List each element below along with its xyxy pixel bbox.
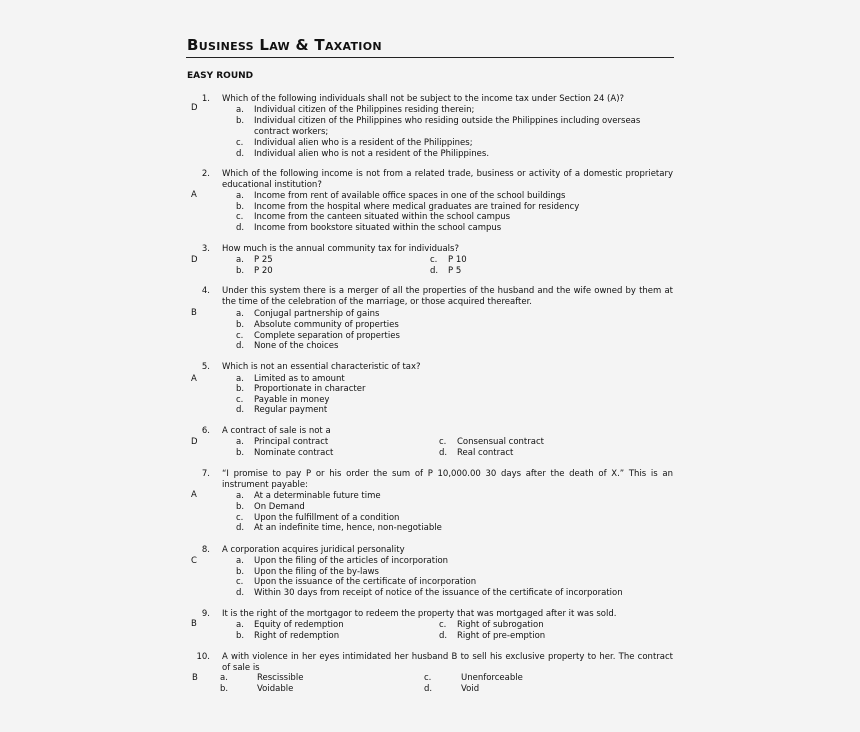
option-text: Conjugal partnership of gains xyxy=(254,309,380,319)
option-letter: d. xyxy=(236,149,245,159)
question-text: “I promise to pay P or his order the sum of P 10,000.00 30 days after the death of X.” This is an instrument payable: xyxy=(222,469,673,490)
option-text: P 20 xyxy=(254,266,273,276)
answer-option xyxy=(236,202,579,212)
option-letter: b. xyxy=(236,384,245,394)
answer-key: A xyxy=(191,190,197,200)
option-text: Income from the hospital where medical graduates are trained for residency xyxy=(254,202,580,212)
option-text: Complete separation of properties xyxy=(254,331,400,341)
answer-option xyxy=(236,513,399,523)
answer-option xyxy=(236,255,273,265)
option-text: Nominate contract xyxy=(254,448,334,458)
option-text: P 10 xyxy=(448,255,467,265)
option-letter: a. xyxy=(220,673,228,683)
answer-option xyxy=(236,320,399,330)
answer-option xyxy=(236,116,656,138)
option-text: At an indefinite time, hence, non-negotiable xyxy=(254,523,442,533)
question-number: 2. xyxy=(201,169,210,179)
option-letter: b. xyxy=(236,502,245,512)
option-text: Income from bookstore situated within the school campus xyxy=(254,223,502,233)
answer-option xyxy=(236,631,339,641)
question-number: 6. xyxy=(201,426,210,436)
option-letter: b. xyxy=(236,116,245,126)
answer-option xyxy=(236,341,338,351)
round-heading: EASY ROUND xyxy=(187,71,254,81)
option-letter: d. xyxy=(236,223,245,233)
option-letter: a. xyxy=(236,105,244,115)
question-text: Which of the following individuals shall not be subject to the income tax under Section 24 (A)? xyxy=(222,94,625,104)
option-letter: b. xyxy=(236,567,245,577)
option-text: Principal contract xyxy=(254,437,329,447)
title-divider xyxy=(186,57,674,58)
option-letter: a. xyxy=(236,374,244,384)
option-letter: c. xyxy=(236,513,244,523)
question-text: A corporation acquires juridical personality xyxy=(222,545,405,555)
option-letter: a. xyxy=(236,620,244,630)
answer-key: C xyxy=(191,556,197,566)
answer-option xyxy=(439,437,544,447)
option-letter: a. xyxy=(236,309,244,319)
option-text: Upon the fulfillment of a condition xyxy=(254,513,400,523)
option-letter: c. xyxy=(439,437,447,447)
option-text: Absolute community of properties xyxy=(254,320,399,330)
answer-option xyxy=(439,620,544,630)
option-letter: c. xyxy=(430,255,438,265)
option-text: Unenforceable xyxy=(461,673,523,683)
option-letter: b. xyxy=(236,448,245,458)
answer-option xyxy=(236,577,476,587)
answer-option xyxy=(236,491,381,501)
answer-option xyxy=(236,567,379,577)
option-text: Rescissible xyxy=(257,673,304,683)
answer-option xyxy=(236,191,565,201)
question-number: 1. xyxy=(201,94,210,104)
option-letter: d. xyxy=(439,631,448,641)
option-letter: d. xyxy=(236,341,245,351)
option-text: Right of redemption xyxy=(254,631,340,641)
option-text: Upon the issuance of the certificate of incorporation xyxy=(254,577,477,587)
answer-option xyxy=(236,223,501,233)
answer-option xyxy=(236,331,400,341)
question-number: 8. xyxy=(201,545,210,555)
option-letter: c. xyxy=(236,331,244,341)
question-text: Under this system there is a merger of all the properties of the husband and the wife owned by them at the time of the celebration of the marriage, or those acquired thereafter. xyxy=(222,286,673,307)
answer-option xyxy=(236,384,365,394)
answer-key: A xyxy=(191,490,197,500)
answer-option xyxy=(424,684,479,694)
answer-key: A xyxy=(191,374,197,384)
answer-option xyxy=(220,684,293,694)
question-number: 7. xyxy=(201,469,210,479)
answer-key: D xyxy=(191,103,198,113)
option-letter: a. xyxy=(236,556,244,566)
option-text: Upon the filing of the by-laws xyxy=(254,567,379,577)
option-letter: d. xyxy=(236,405,245,415)
option-text: On Demand xyxy=(254,502,305,512)
option-letter: b. xyxy=(236,202,245,212)
option-text: Void xyxy=(461,684,480,694)
option-text: Limited as to amount xyxy=(254,374,345,384)
option-text: Within 30 days from receipt of notice of the issuance of the certificate of incorporation xyxy=(254,588,623,598)
question-text: A with violence in her eyes intimidated her husband B to sell his exclusive property to her. The contract of sale is xyxy=(222,652,673,673)
answer-key: B xyxy=(192,673,198,683)
option-letter: c. xyxy=(439,620,447,630)
answer-key: D xyxy=(191,437,198,447)
option-text: Equity of redemption xyxy=(254,620,344,630)
option-text: Proportionate in character xyxy=(254,384,366,394)
option-letter: b. xyxy=(236,320,245,330)
answer-key: B xyxy=(191,308,197,318)
option-letter: a. xyxy=(236,437,244,447)
option-text: Real contract xyxy=(457,448,514,458)
answer-option xyxy=(430,255,467,265)
answer-option xyxy=(236,212,510,222)
question-text: A contract of sale is not a xyxy=(222,426,331,436)
option-letter: a. xyxy=(236,255,244,265)
answer-option xyxy=(236,448,333,458)
question-number: 9. xyxy=(201,609,210,619)
option-text: P 5 xyxy=(448,266,462,276)
answer-option xyxy=(236,620,344,630)
answer-option xyxy=(236,556,448,566)
option-text: Individual alien who is a resident of the Philippines; xyxy=(254,138,473,148)
option-letter: a. xyxy=(236,491,244,501)
document-title: Business Law & Taxation xyxy=(187,36,382,54)
option-text: Individual citizen of the Philippines who residing outside the Philippines including overseas contract workers; xyxy=(254,116,641,137)
answer-option xyxy=(236,502,305,512)
option-text: P 25 xyxy=(254,255,273,265)
question-text: How much is the annual community tax for individuals? xyxy=(222,244,459,254)
option-letter: c. xyxy=(236,212,244,222)
option-letter: b. xyxy=(236,631,245,641)
option-letter: c. xyxy=(236,395,244,405)
option-letter: d. xyxy=(430,266,439,276)
answer-option xyxy=(236,437,328,447)
option-text: Individual alien who is not a resident of the Philippines. xyxy=(254,149,490,159)
answer-option xyxy=(424,673,523,683)
answer-option xyxy=(439,631,545,641)
option-text: Income from the canteen situated within the school campus xyxy=(254,212,511,222)
option-letter: d. xyxy=(236,523,245,533)
question-text: Which is not an essential characteristic of tax? xyxy=(222,362,421,372)
answer-option xyxy=(236,523,442,533)
question-text: It is the right of the mortgagor to redeem the property that was mortgaged after it was sold. xyxy=(222,609,617,619)
answer-option xyxy=(236,405,327,415)
question-text: Which of the following income is not from a related trade, business or activity of a domestic proprietary educational institution? xyxy=(222,169,673,190)
option-text: Right of subrogation xyxy=(457,620,544,630)
answer-key: B xyxy=(191,619,197,629)
option-text: Individual citizen of the Philippines residing therein; xyxy=(254,105,475,115)
answer-key: D xyxy=(191,255,198,265)
option-text: Income from rent of available office spaces in one of the school buildings xyxy=(254,191,566,201)
option-letter: d. xyxy=(424,684,433,694)
answer-option xyxy=(236,266,273,276)
option-text: At a determinable future time xyxy=(254,491,381,501)
answer-option xyxy=(236,374,345,384)
answer-option xyxy=(236,588,623,598)
option-letter: d. xyxy=(236,588,245,598)
option-letter: c. xyxy=(236,577,244,587)
answer-option xyxy=(220,673,303,683)
option-text: Consensual contract xyxy=(457,437,544,447)
question-number: 10. xyxy=(196,652,210,662)
question-number: 3. xyxy=(201,244,210,254)
option-text: Payable in money xyxy=(254,395,330,405)
option-text: Right of pre-emption xyxy=(457,631,546,641)
answer-option xyxy=(236,149,489,159)
option-text: Regular payment xyxy=(254,405,328,415)
answer-option xyxy=(236,138,473,148)
option-text: None of the choices xyxy=(254,341,339,351)
answer-option xyxy=(236,309,379,319)
answer-option xyxy=(439,448,513,458)
option-letter: d. xyxy=(439,448,448,458)
option-letter: b. xyxy=(220,684,229,694)
option-letter: c. xyxy=(236,138,244,148)
option-letter: c. xyxy=(424,673,432,683)
option-letter: b. xyxy=(236,266,245,276)
question-number: 4. xyxy=(201,286,210,296)
option-text: Upon the filing of the articles of incorporation xyxy=(254,556,449,566)
answer-option xyxy=(236,105,474,115)
answer-option xyxy=(236,395,329,405)
option-letter: a. xyxy=(236,191,244,201)
answer-option xyxy=(430,266,461,276)
option-text: Voidable xyxy=(257,684,294,694)
question-number: 5. xyxy=(201,362,210,372)
